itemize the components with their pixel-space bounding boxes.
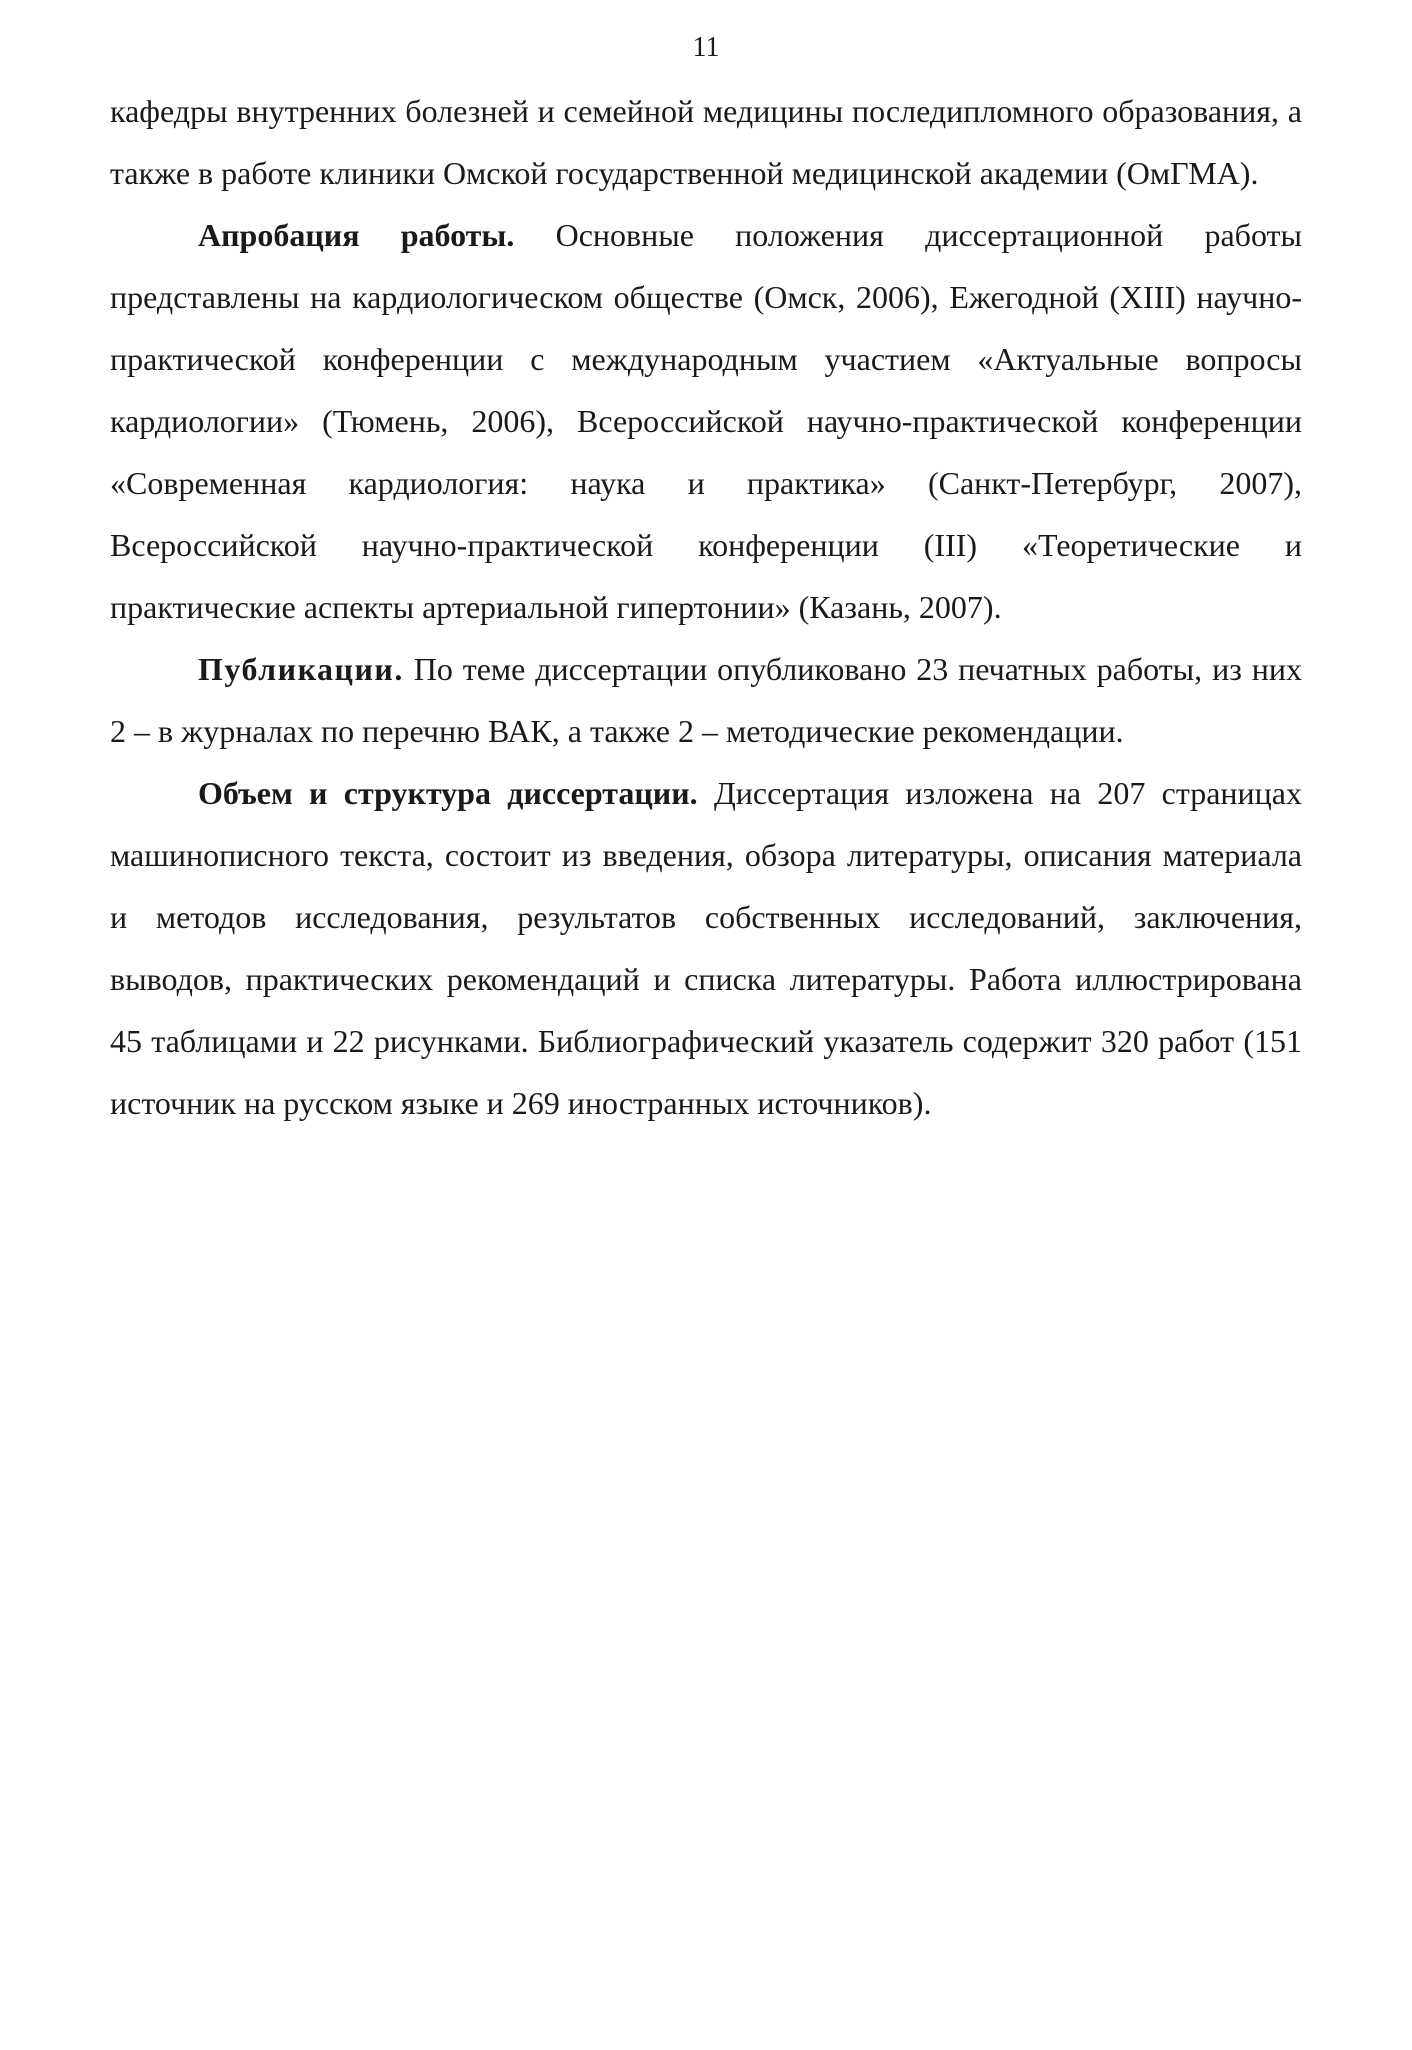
paragraph-text: По теме диссертации опубликовано 23 печатных работы, из них 2 – в журналах по перечню ВАК, а также 2 – методические рекомендации. bbox=[110, 651, 1302, 749]
paragraph-heading: Объем и структура диссертации. bbox=[198, 775, 698, 811]
paragraph-text: кафедры внутренних болезней и семейной медицины последипломного образования, а также в работе клиники Омской государственной медицинской академии (ОмГМА). bbox=[110, 93, 1302, 191]
body-text bbox=[110, 80, 1302, 1134]
page-number: 11 bbox=[692, 32, 720, 63]
paragraph-text: Основные положения диссертационной работы представлены на кардиологическом обществе (Омск, 2006), Ежегодной (XIII) научно-практической конференции с международным участием «Актуальные вопросы кардиологии» (Тюмень, 2006), Всероссийской научно-практической конференции «Современная кардиология: наука и практика» (Санкт-Петербург, 2007), Всероссийской научно-практической конференции (III) «Теоретические и практические аспекты артериальной гипертонии» (Казань, 2007). bbox=[110, 217, 1303, 625]
paragraph-heading: Публикации. bbox=[198, 651, 404, 687]
paragraph-text: Диссертация изложена на 207 страницах машинописного текста, состоит из введения, обзора литературы, описания материала и методов исследования, результатов собственных исследований, заключения, выводов, практических рекомендаций и списка литературы. Работа иллюстрирована 45 таблицами и 22 рисунками. Библиографический указатель содержит 320 работ (151 источник на русском языке и 269 иностранных источников). bbox=[110, 775, 1302, 1121]
paragraph-structure bbox=[110, 762, 1302, 1134]
paragraph-heading: Апробация работы. bbox=[198, 217, 515, 253]
paragraph-approbation bbox=[110, 204, 1302, 638]
paragraph-continuation bbox=[110, 80, 1302, 204]
paragraph-publications bbox=[110, 638, 1302, 762]
